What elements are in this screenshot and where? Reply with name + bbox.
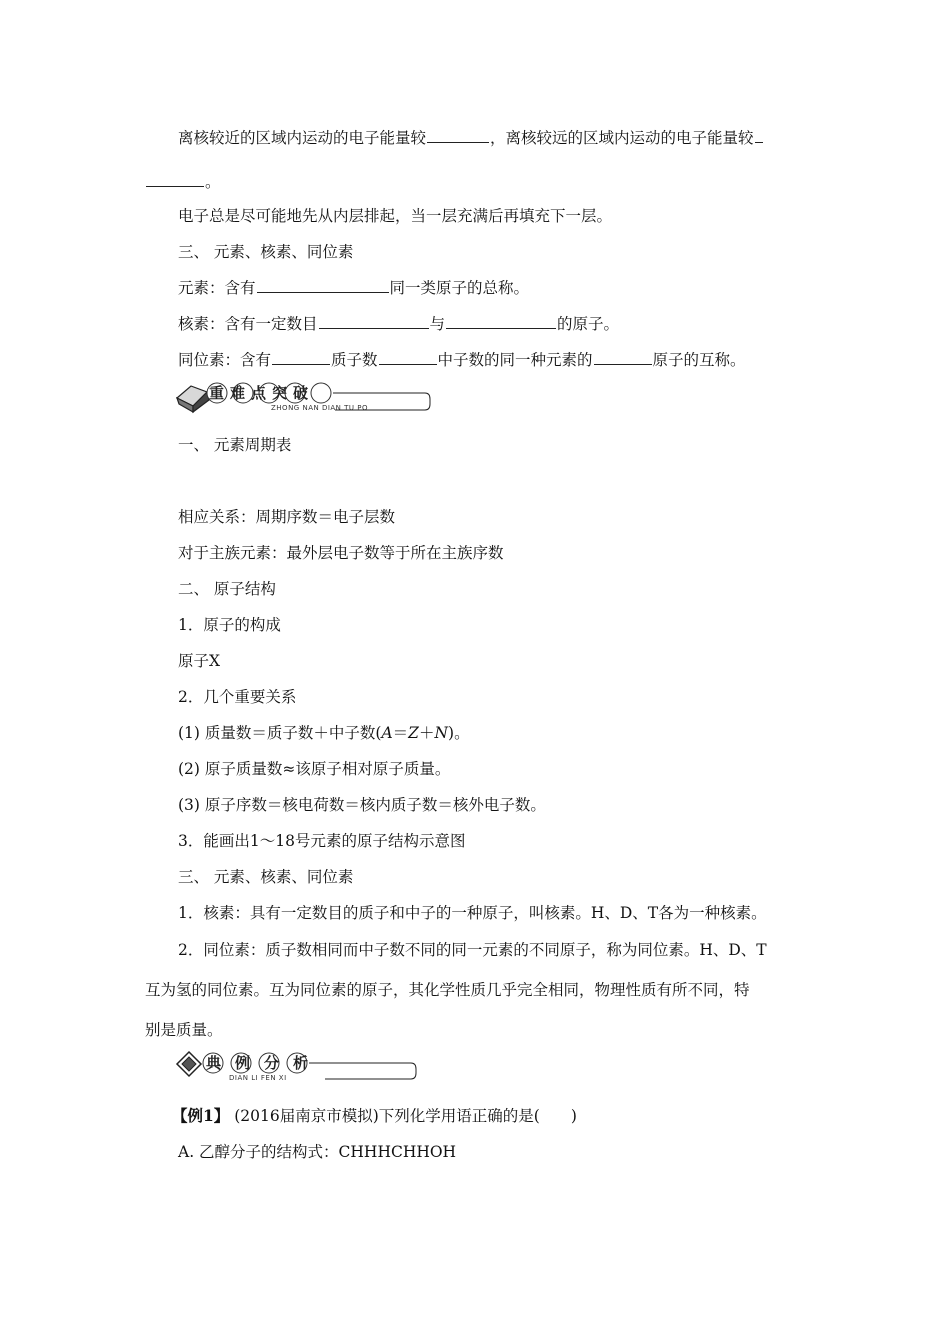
paragraph: 电子总是尽可能地先从内层排起，当一层充满后再填充下一层。	[178, 207, 613, 225]
subheading: 3．能画出1～18号元素的原子结构示意图	[178, 832, 466, 850]
paragraph: 1．核素：具有一定数目的质子和中子的一种原子，叫核素。H、D、T各为一种核素。	[178, 904, 767, 922]
blank-field	[272, 350, 330, 365]
section-heading: 二、 原子结构	[178, 580, 276, 598]
paragraph: 相应关系：周期序数＝电子层数	[178, 508, 396, 526]
blank-field	[446, 314, 556, 329]
blank-field	[319, 314, 429, 329]
blank-field	[379, 350, 437, 365]
text-line: 同位素：含有 质子数 中子数的同一种元素的 原子的互称。	[178, 351, 746, 369]
blank-field	[427, 128, 489, 143]
text-line: 。	[145, 172, 221, 192]
example-question: 【例1】 (2016届南京市模拟)下列化学用语正确的是( )	[172, 1106, 577, 1125]
formula-line: (1) 质量数＝质子数＋中子数(A＝Z＋N)。	[178, 724, 470, 742]
paragraph: 原子X	[178, 652, 221, 670]
section-banner	[175, 380, 435, 420]
banner-title: 重难点突破	[209, 384, 315, 402]
banner-title: 典例分析	[206, 1054, 323, 1072]
paragraph: 互为氢的同位素。互为同位素的原子，其化学性质几乎完全相同，物理性质有所不同，特	[145, 981, 750, 999]
banner-subtitle: ZHONG NAN DIAN TU PO	[271, 404, 369, 412]
section-heading: 一、 元素周期表	[178, 436, 292, 454]
formula-line: (3) 原子序数＝核电荷数＝核内质子数＝核外电子数。	[178, 796, 546, 814]
paragraph: 2．同位素：质子数相同而中子数不同的同一元素的不同原子，称为同位素。H、D、T	[178, 941, 767, 959]
example-tag: 【例1】	[172, 1106, 230, 1125]
text-line: 核素：含有一定数目 与 的原子。	[178, 315, 620, 333]
option-a: A. 乙醇分子的结构式：CHHHCHHOH	[178, 1143, 457, 1161]
blank-field	[755, 128, 763, 143]
blank-field	[257, 278, 389, 293]
subheading: 1．原子的构成	[178, 616, 281, 634]
section-heading: 三、 元素、核素、同位素	[178, 868, 354, 886]
section-heading: 三、 元素、核素、同位素	[178, 243, 354, 261]
banner-subtitle: DIAN LI FEN XI	[229, 1074, 287, 1082]
text-line: 元素：含有 同一类原子的总称。	[178, 279, 530, 297]
subheading: 2．几个重要关系	[178, 688, 297, 706]
text-line: 离核较近的区域内运动的电子能量较 ，离核较远的区域内运动的电子能量较	[178, 128, 764, 148]
section-banner	[175, 1050, 425, 1090]
blank-field	[594, 350, 652, 365]
formula-line: (2) 原子质量数≈该原子相对原子质量。	[178, 760, 451, 778]
blank-field	[146, 172, 204, 187]
paragraph: 别是质量。	[145, 1021, 223, 1039]
paragraph: 对于主族元素：最外层电子数等于所在主族序数	[178, 544, 504, 562]
